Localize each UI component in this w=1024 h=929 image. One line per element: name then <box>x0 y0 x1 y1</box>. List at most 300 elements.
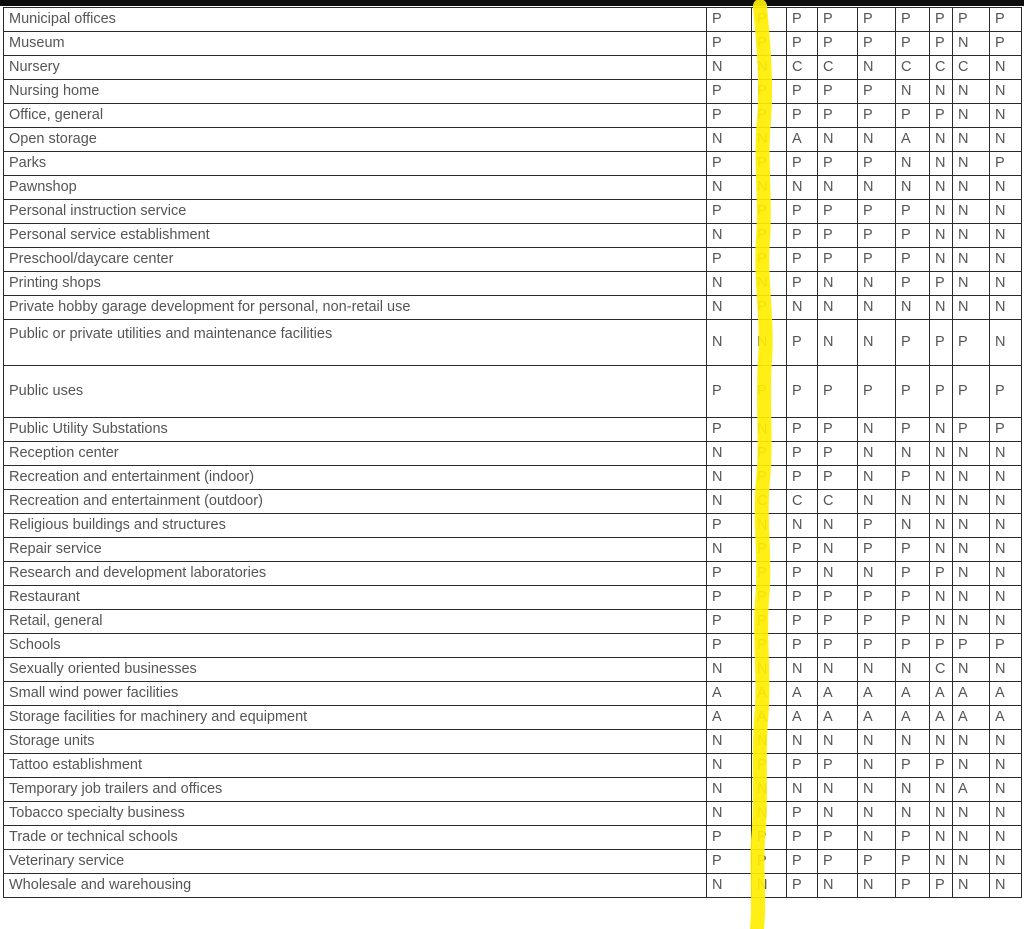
zone-permission-cell: A <box>818 682 858 706</box>
zone-permission-cell: P <box>858 152 896 176</box>
zone-permission-cell: N <box>990 874 1022 898</box>
zone-permission-cell: N <box>818 658 858 682</box>
zone-permission-cell: N <box>818 730 858 754</box>
zone-permission-cell: N <box>787 514 818 538</box>
zone-permission-cell: N <box>930 128 953 152</box>
zone-permission-cell: P <box>896 200 930 224</box>
zone-permission-cell: P <box>787 272 818 296</box>
zone-permission-cell: N <box>896 490 930 514</box>
zone-permission-cell: P <box>707 366 752 418</box>
table-row <box>4 366 1022 418</box>
zone-permission-cell: P <box>787 586 818 610</box>
zone-permission-cell: N <box>818 320 858 366</box>
zone-permission-cell: P <box>930 754 953 778</box>
zone-permission-cell: N <box>990 320 1022 366</box>
zone-permission-cell: N <box>953 850 990 874</box>
zone-permission-cell: P <box>896 466 930 490</box>
zone-permission-cell: P <box>930 8 953 32</box>
zone-permission-cell: P <box>930 366 953 418</box>
zone-permission-cell: P <box>818 418 858 442</box>
table-row <box>4 320 1022 366</box>
zone-permission-cell: P <box>818 466 858 490</box>
zone-permission-cell: P <box>818 366 858 418</box>
zone-permission-cell: P <box>752 754 787 778</box>
zone-permission-cell: N <box>990 802 1022 826</box>
land-use-name: Recreation and entertainment (indoor) <box>4 466 707 490</box>
zone-permission-cell: A <box>896 682 930 706</box>
zone-permission-cell: N <box>752 418 787 442</box>
zone-permission-cell: P <box>787 610 818 634</box>
zone-permission-cell: P <box>787 850 818 874</box>
zone-permission-cell: N <box>930 296 953 320</box>
zone-permission-cell: N <box>818 514 858 538</box>
zone-permission-cell: N <box>990 730 1022 754</box>
zone-permission-cell: P <box>818 248 858 272</box>
zone-permission-cell: N <box>930 490 953 514</box>
zone-permission-cell: P <box>990 32 1022 56</box>
zone-permission-cell: N <box>752 874 787 898</box>
zone-permission-cell: P <box>752 32 787 56</box>
zone-permission-cell: P <box>896 8 930 32</box>
land-use-name: Public uses <box>4 366 707 418</box>
zone-permission-cell: N <box>896 778 930 802</box>
zone-permission-cell: P <box>896 850 930 874</box>
zone-permission-cell: N <box>953 826 990 850</box>
zone-permission-cell: N <box>707 176 752 200</box>
zone-permission-cell: P <box>787 224 818 248</box>
zone-permission-cell: N <box>752 658 787 682</box>
zone-permission-cell: N <box>707 874 752 898</box>
zone-permission-cell: P <box>896 320 930 366</box>
zone-permission-cell: P <box>752 80 787 104</box>
zone-permission-cell: N <box>990 224 1022 248</box>
zone-permission-cell: N <box>787 176 818 200</box>
zone-permission-cell: P <box>752 442 787 466</box>
zone-permission-cell: P <box>707 586 752 610</box>
zone-permission-cell: N <box>707 490 752 514</box>
zone-permission-cell: N <box>953 32 990 56</box>
zone-permission-cell: P <box>752 224 787 248</box>
zone-permission-cell: P <box>752 248 787 272</box>
zone-permission-cell: N <box>990 248 1022 272</box>
zone-permission-cell: P <box>787 320 818 366</box>
zone-permission-cell: P <box>858 366 896 418</box>
land-use-name: Nursery <box>4 56 707 80</box>
zone-permission-cell: N <box>953 490 990 514</box>
zone-permission-cell: N <box>787 778 818 802</box>
zone-permission-cell: N <box>787 658 818 682</box>
zone-permission-cell: N <box>953 128 990 152</box>
zone-permission-cell: P <box>930 104 953 128</box>
zone-permission-cell: N <box>953 754 990 778</box>
zone-permission-cell: P <box>818 442 858 466</box>
land-use-table <box>3 7 1022 898</box>
zone-permission-cell: P <box>787 442 818 466</box>
zone-permission-cell: N <box>896 802 930 826</box>
zone-permission-cell: N <box>858 466 896 490</box>
zone-permission-cell: P <box>752 610 787 634</box>
table-row <box>4 80 1022 104</box>
land-use-name: Trade or technical schools <box>4 826 707 850</box>
zone-permission-cell: P <box>990 418 1022 442</box>
zone-permission-cell: P <box>818 104 858 128</box>
zone-permission-cell: N <box>818 272 858 296</box>
zone-permission-cell: N <box>858 176 896 200</box>
zone-permission-cell: A <box>953 706 990 730</box>
table-row <box>4 802 1022 826</box>
zone-permission-cell: P <box>858 248 896 272</box>
zone-permission-cell: P <box>752 586 787 610</box>
table-row <box>4 418 1022 442</box>
land-use-name: Printing shops <box>4 272 707 296</box>
zone-permission-cell: A <box>930 706 953 730</box>
zone-permission-cell: P <box>858 80 896 104</box>
zone-permission-cell: N <box>818 562 858 586</box>
zone-permission-cell: N <box>953 80 990 104</box>
zone-permission-cell: P <box>752 466 787 490</box>
zone-permission-cell: P <box>896 366 930 418</box>
zone-permission-cell: A <box>752 682 787 706</box>
zone-permission-cell: P <box>818 826 858 850</box>
zone-permission-cell: N <box>752 514 787 538</box>
table-row <box>4 658 1022 682</box>
zone-permission-cell: A <box>858 706 896 730</box>
zone-permission-cell: P <box>752 296 787 320</box>
zone-permission-cell: P <box>787 802 818 826</box>
table-row <box>4 224 1022 248</box>
zone-permission-cell: P <box>787 826 818 850</box>
zone-permission-cell: N <box>818 128 858 152</box>
table-row <box>4 826 1022 850</box>
land-use-name: Pawnshop <box>4 176 707 200</box>
zone-permission-cell: N <box>752 176 787 200</box>
zone-permission-cell: N <box>707 442 752 466</box>
zone-permission-cell: N <box>858 296 896 320</box>
zone-permission-cell: N <box>858 802 896 826</box>
table-row <box>4 8 1022 32</box>
zone-permission-cell: P <box>896 538 930 562</box>
table-row <box>4 754 1022 778</box>
table-row <box>4 538 1022 562</box>
zone-permission-cell: P <box>787 80 818 104</box>
zone-permission-cell: N <box>930 442 953 466</box>
zone-permission-cell: N <box>990 610 1022 634</box>
zone-permission-cell: P <box>707 32 752 56</box>
zone-permission-cell: C <box>818 56 858 80</box>
zone-permission-cell: N <box>858 826 896 850</box>
zone-permission-cell: N <box>896 658 930 682</box>
zone-permission-cell: N <box>858 272 896 296</box>
zone-permission-cell: P <box>896 248 930 272</box>
zone-permission-cell: N <box>896 80 930 104</box>
zone-permission-cell: P <box>990 152 1022 176</box>
table-row <box>4 610 1022 634</box>
zone-permission-cell: N <box>707 802 752 826</box>
zone-permission-cell: N <box>896 442 930 466</box>
table-row <box>4 778 1022 802</box>
zone-permission-cell: N <box>896 296 930 320</box>
table-row <box>4 874 1022 898</box>
zone-permission-cell: N <box>858 778 896 802</box>
zone-permission-cell: P <box>707 850 752 874</box>
zone-permission-cell: N <box>953 802 990 826</box>
zone-permission-cell: N <box>858 418 896 442</box>
zone-permission-cell: N <box>990 562 1022 586</box>
zone-permission-cell: N <box>953 586 990 610</box>
zone-permission-cell: P <box>896 272 930 296</box>
zone-permission-cell: P <box>896 874 930 898</box>
zone-permission-cell: N <box>990 466 1022 490</box>
zone-permission-cell: N <box>930 418 953 442</box>
zone-permission-cell: N <box>953 104 990 128</box>
zone-permission-cell: A <box>787 682 818 706</box>
zone-permission-cell: P <box>858 224 896 248</box>
table-row <box>4 272 1022 296</box>
zone-permission-cell: N <box>752 730 787 754</box>
zone-permission-cell: N <box>990 56 1022 80</box>
zone-permission-cell: P <box>752 562 787 586</box>
land-use-name: Storage facilities for machinery and equipment <box>4 706 707 730</box>
zone-permission-cell: N <box>707 538 752 562</box>
table-row <box>4 514 1022 538</box>
zone-permission-cell: N <box>930 850 953 874</box>
land-use-name: Museum <box>4 32 707 56</box>
zone-permission-cell: N <box>787 296 818 320</box>
zone-permission-cell: P <box>707 562 752 586</box>
land-use-name: Veterinary service <box>4 850 707 874</box>
zone-permission-cell: N <box>990 128 1022 152</box>
zone-permission-cell: P <box>752 200 787 224</box>
zone-permission-cell: P <box>752 826 787 850</box>
zone-permission-cell: P <box>858 514 896 538</box>
zone-permission-cell: A <box>707 706 752 730</box>
zone-permission-cell: N <box>858 754 896 778</box>
zone-permission-cell: N <box>953 272 990 296</box>
land-use-name: Schools <box>4 634 707 658</box>
table-row <box>4 562 1022 586</box>
zone-permission-cell: N <box>707 128 752 152</box>
zone-permission-cell: A <box>990 706 1022 730</box>
zone-permission-cell: A <box>858 682 896 706</box>
zone-permission-cell: N <box>953 514 990 538</box>
zone-permission-cell: N <box>953 224 990 248</box>
table-row <box>4 296 1022 320</box>
table-row <box>4 56 1022 80</box>
zone-permission-cell: P <box>787 418 818 442</box>
table-row <box>4 442 1022 466</box>
land-use-name: Public Utility Substations <box>4 418 707 442</box>
zone-permission-cell: P <box>752 850 787 874</box>
zone-permission-cell: N <box>818 778 858 802</box>
zone-permission-cell: N <box>707 466 752 490</box>
table-row <box>4 730 1022 754</box>
zone-permission-cell: N <box>953 200 990 224</box>
zone-permission-cell: N <box>953 730 990 754</box>
zone-permission-cell: P <box>707 8 752 32</box>
zone-permission-cell: N <box>930 826 953 850</box>
zone-permission-cell: P <box>930 320 953 366</box>
zone-permission-cell: N <box>953 562 990 586</box>
zone-permission-cell: N <box>858 320 896 366</box>
land-use-name: Religious buildings and structures <box>4 514 707 538</box>
zone-permission-cell: P <box>930 874 953 898</box>
land-use-name: Research and development laboratories <box>4 562 707 586</box>
zone-permission-cell: A <box>752 706 787 730</box>
zone-permission-cell: N <box>953 610 990 634</box>
zone-permission-cell: N <box>953 442 990 466</box>
zone-permission-cell: P <box>787 32 818 56</box>
zone-permission-cell: P <box>818 152 858 176</box>
zone-permission-cell: P <box>990 8 1022 32</box>
zone-permission-cell: P <box>818 32 858 56</box>
zone-permission-cell: N <box>858 874 896 898</box>
zone-permission-cell: P <box>858 610 896 634</box>
land-use-name: Open storage <box>4 128 707 152</box>
zone-permission-cell: A <box>787 128 818 152</box>
zone-permission-cell: P <box>858 634 896 658</box>
table-row <box>4 466 1022 490</box>
zone-permission-cell: P <box>707 418 752 442</box>
zone-permission-cell: P <box>752 366 787 418</box>
zone-permission-cell: P <box>787 104 818 128</box>
land-use-name: Nursing home <box>4 80 707 104</box>
zone-permission-cell: P <box>707 152 752 176</box>
zone-permission-cell: N <box>930 176 953 200</box>
table-row <box>4 706 1022 730</box>
zone-permission-cell: N <box>707 56 752 80</box>
land-use-name: Personal service establishment <box>4 224 707 248</box>
zone-permission-cell: N <box>930 514 953 538</box>
zone-permission-cell: P <box>787 538 818 562</box>
zone-permission-cell: P <box>707 80 752 104</box>
zone-permission-cell: P <box>896 104 930 128</box>
zone-permission-cell: P <box>896 562 930 586</box>
zone-permission-cell: N <box>953 176 990 200</box>
zone-permission-cell: N <box>818 538 858 562</box>
zone-permission-cell: N <box>858 490 896 514</box>
zone-permission-cell: N <box>990 296 1022 320</box>
table-row <box>4 152 1022 176</box>
zone-permission-cell: N <box>818 296 858 320</box>
zone-permission-cell: P <box>953 366 990 418</box>
zone-permission-cell: P <box>787 874 818 898</box>
zone-permission-cell: P <box>787 200 818 224</box>
zone-permission-cell: P <box>818 850 858 874</box>
zone-permission-cell: P <box>818 200 858 224</box>
zone-permission-cell: N <box>990 778 1022 802</box>
zone-permission-cell: N <box>707 730 752 754</box>
zone-permission-cell: P <box>707 200 752 224</box>
zone-permission-cell: N <box>930 152 953 176</box>
zone-permission-cell: N <box>990 80 1022 104</box>
zone-permission-cell: N <box>896 730 930 754</box>
zone-permission-cell: N <box>707 658 752 682</box>
zone-permission-cell: N <box>752 802 787 826</box>
zone-permission-cell: C <box>953 56 990 80</box>
zone-permission-cell: P <box>787 562 818 586</box>
zone-permission-cell: P <box>818 610 858 634</box>
zone-permission-cell: A <box>707 682 752 706</box>
land-use-name: Personal instruction service <box>4 200 707 224</box>
zone-permission-cell: A <box>953 778 990 802</box>
zone-permission-cell: P <box>752 538 787 562</box>
zone-permission-cell: N <box>707 778 752 802</box>
land-use-name: Tattoo establishment <box>4 754 707 778</box>
zone-permission-cell: N <box>858 56 896 80</box>
zone-permission-cell: N <box>953 538 990 562</box>
zone-permission-cell: P <box>818 754 858 778</box>
zone-permission-cell: P <box>787 8 818 32</box>
land-use-name: Municipal offices <box>4 8 707 32</box>
zone-permission-cell: N <box>990 538 1022 562</box>
zone-permission-cell: P <box>858 8 896 32</box>
zone-permission-cell: N <box>930 248 953 272</box>
zone-permission-cell: N <box>858 128 896 152</box>
zone-permission-cell: N <box>930 610 953 634</box>
zone-permission-cell: P <box>930 562 953 586</box>
zone-permission-cell: P <box>858 586 896 610</box>
land-use-name: Temporary job trailers and offices <box>4 778 707 802</box>
zone-permission-cell: N <box>930 778 953 802</box>
land-use-name: Private hobby garage development for personal, non-retail use <box>4 296 707 320</box>
land-use-name: Repair service <box>4 538 707 562</box>
land-use-name: Restaurant <box>4 586 707 610</box>
zone-permission-cell: P <box>752 152 787 176</box>
zone-permission-cell: N <box>990 514 1022 538</box>
table-row <box>4 586 1022 610</box>
zone-permission-cell: P <box>896 826 930 850</box>
zone-permission-cell: N <box>930 538 953 562</box>
zone-permission-cell: P <box>858 538 896 562</box>
zone-permission-cell: N <box>990 200 1022 224</box>
zone-permission-cell: P <box>752 634 787 658</box>
zone-permission-cell: P <box>858 200 896 224</box>
land-use-name: Office, general <box>4 104 707 128</box>
zone-permission-cell: P <box>707 104 752 128</box>
land-use-name: Storage units <box>4 730 707 754</box>
zone-permission-cell: N <box>930 466 953 490</box>
zone-permission-cell: C <box>930 56 953 80</box>
zone-permission-cell: N <box>990 104 1022 128</box>
land-use-name: Recreation and entertainment (outdoor) <box>4 490 707 514</box>
zone-permission-cell: N <box>752 778 787 802</box>
table-row <box>4 176 1022 200</box>
zone-permission-cell: P <box>707 514 752 538</box>
zone-permission-cell: P <box>818 80 858 104</box>
zone-permission-cell: P <box>818 8 858 32</box>
zone-permission-cell: P <box>818 586 858 610</box>
zone-permission-cell: N <box>953 658 990 682</box>
zone-permission-cell: N <box>990 490 1022 514</box>
zone-permission-cell: N <box>752 272 787 296</box>
zone-permission-cell: P <box>896 634 930 658</box>
table-row <box>4 490 1022 514</box>
land-use-name: Wholesale and warehousing <box>4 874 707 898</box>
table-row <box>4 104 1022 128</box>
zone-permission-cell: C <box>930 658 953 682</box>
zone-permission-cell: C <box>787 490 818 514</box>
zone-permission-cell: N <box>896 514 930 538</box>
zone-permission-cell: N <box>752 56 787 80</box>
zone-permission-cell: P <box>858 104 896 128</box>
zone-permission-cell: N <box>930 224 953 248</box>
land-use-name: Preschool/daycare center <box>4 248 707 272</box>
zone-permission-cell: N <box>707 320 752 366</box>
zone-permission-cell: P <box>896 224 930 248</box>
zone-permission-cell: C <box>818 490 858 514</box>
zone-permission-cell: P <box>896 586 930 610</box>
land-use-name: Retail, general <box>4 610 707 634</box>
